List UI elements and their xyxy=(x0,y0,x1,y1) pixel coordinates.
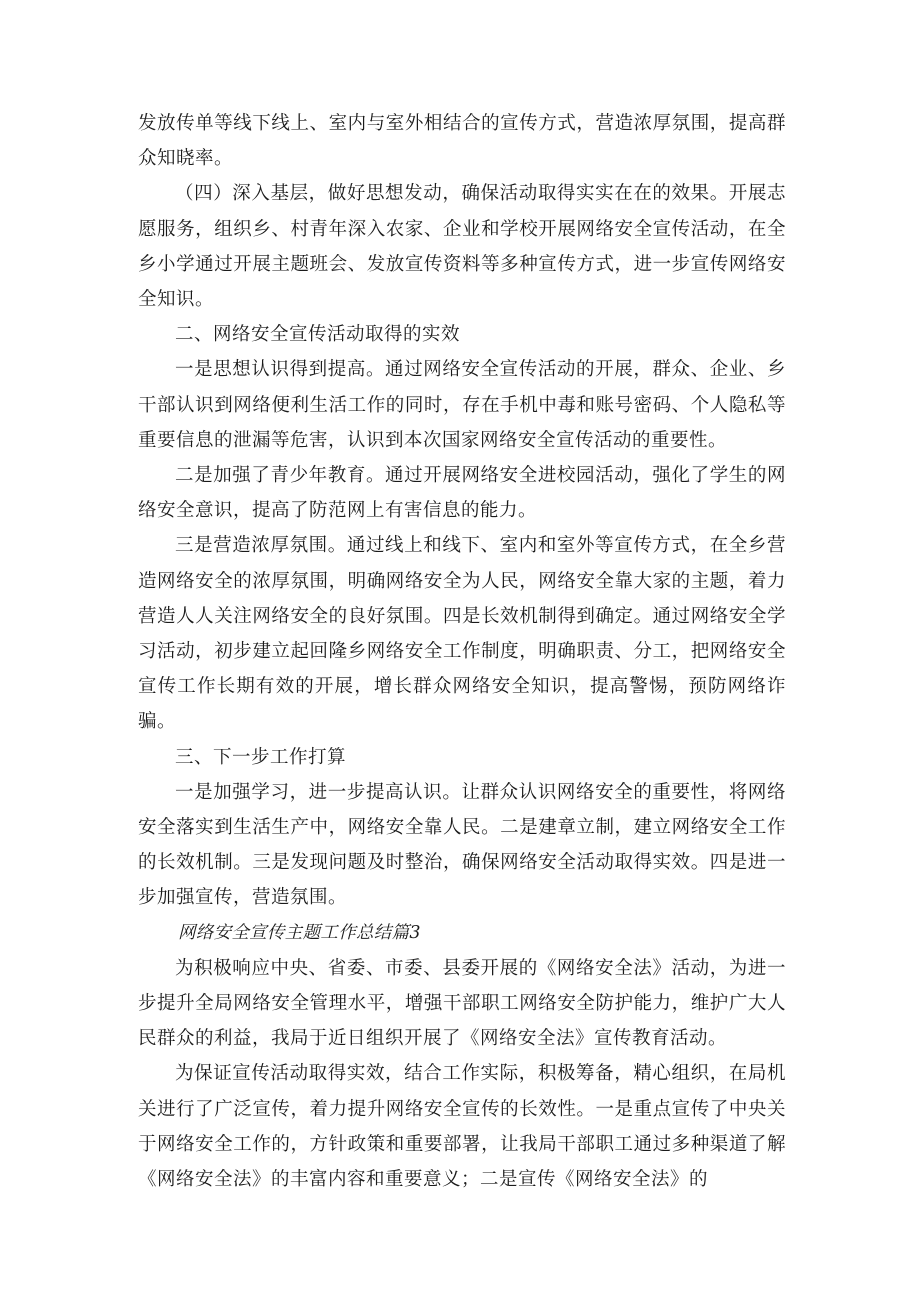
article-subtitle: 网络安全宣传主题工作总结篇3 xyxy=(178,922,421,943)
document-page xyxy=(138,106,786,1197)
paragraph-section-four: （四）深入基层，做好思想发动，确保活动取得实实在在的效果。开展志愿服务，组织乡、村青年深入农家、企业和学校开展网络安全宣传活动，在全乡小学通过开展主题班会、发放宣传资料等多种宣传方式，进一步宣传网络安全知识。 xyxy=(138,183,786,311)
paragraph-article3-body: 为保证宣传活动取得实效，结合工作实际，积极筹备，精心组织，在局机关进行了广泛宣传，着力提升网络安全宣传的长效性。一是重点宣传了中央关于网络安全工作的，方针政策和重要部署，让我局干部职工通过多种渠道了解《网络安全法》的丰富内容和重要意义；二是宣传《网络安全法》的 xyxy=(138,1063,786,1191)
paragraph-result-three: 三是营造浓厚氛围。通过线上和线下、室内和室外等宣传方式，在全乡营造网络安全的浓厚氛围，明确网络安全为人民，网络安全靠大家的主题，着力营造人人关注网络安全的良好氛围。四是长效机制得到确定。通过网络安全学习活动，初步建立起回隆乡网络安全工作制度，明确职责、分工，把网络安全宣传工作长期有效的开展，增长群众网络安全知识，提高警惕，预防网络诈骗。 xyxy=(138,535,786,733)
paragraph-next-steps: 一是加强学习，进一步提高认识。让群众认识网络安全的重要性，将网络安全落实到生活生产中，网络安全靠人民。二是建章立制，建立网络安全工作的长效机制。三是发现问题及时整治，确保网络安全活动取得实效。四是进一步加强宣传，营造氛围。 xyxy=(138,781,786,909)
section-heading-next-steps: 三、下一步工作打算 xyxy=(175,746,347,768)
paragraph-continuation: 发放传单等线下线上、室内与室外相结合的宣传方式，营造浓厚氛围，提高群众知晓率。 xyxy=(138,113,786,170)
paragraph-result-two: 二是加强了青少年教育。通过开展网络安全进校园活动，强化了学生的网络安全意识，提高了防范网上有害信息的能力。 xyxy=(138,465,786,522)
paragraph-article3-intro: 为积极响应中央、省委、市委、县委开展的《网络安全法》活动，为进一步提升全局网络安全管理水平，增强干部职工网络安全防护能力，维护广大人民群众的利益，我局于近日组织开展了《网络安全法》宣传教育活动。 xyxy=(138,957,786,1050)
paragraph-result-one: 一是思想认识得到提高。通过网络安全宣传活动的开展，群众、企业、乡干部认识到网络便利生活工作的同时，存在手机中毒和账号密码、个人隐私等重要信息的泄漏等危害，认识到本次国家网络安全宣传活动的重要性。 xyxy=(138,359,786,451)
section-heading-results: 二、网络安全宣传活动取得的实效 xyxy=(175,324,461,346)
